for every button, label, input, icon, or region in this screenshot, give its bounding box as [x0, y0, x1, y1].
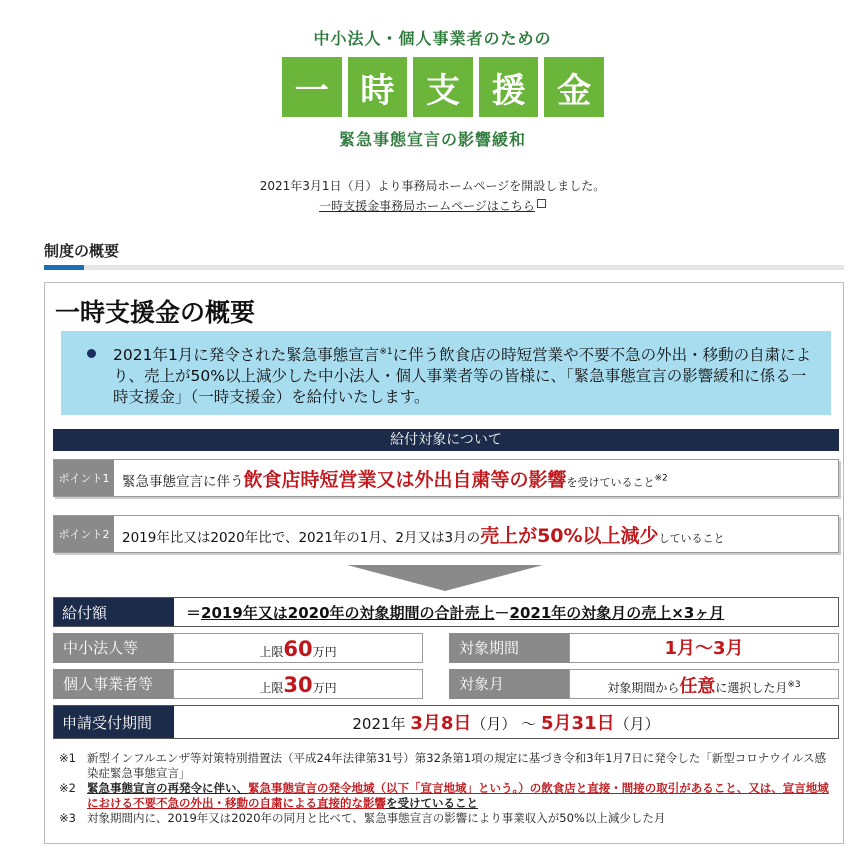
individual-label: 個人事業者等 — [53, 669, 173, 699]
limit-amount: 60 — [283, 637, 313, 661]
limit-unit: 万円 — [312, 645, 337, 659]
section-heading: 制度の概要 — [44, 242, 120, 260]
section-divider-accent — [44, 265, 84, 270]
footnote-text — [87, 781, 835, 811]
notice-link-row — [0, 197, 865, 214]
point-post: していること — [658, 531, 725, 545]
amount-eq: ＝ — [186, 603, 202, 622]
footnote-bold-1: 緊急事態宣言の再発令に伴い、 — [87, 781, 248, 795]
sme-limit — [173, 633, 423, 663]
target-month-post: に選択した月 — [715, 681, 788, 695]
panel-title: 一時支援金の概要 — [55, 298, 256, 327]
overview-text-part1: 2021年1月に発令された緊急事態宣言 — [113, 346, 380, 365]
point-note-ref: ※2 — [654, 473, 668, 483]
apply-start: 3月8日 — [410, 713, 472, 734]
hero-title — [282, 57, 604, 117]
point-post: を受けていること — [566, 475, 655, 489]
point-row-1 — [53, 459, 839, 497]
hero-title-char: 一 — [282, 57, 342, 117]
footnote-text: 新型インフルエンザ等対策特別措置法（平成24年法律第31号）第32条第1項の規定に基づき令和3年1月7日に発令した「新型コロナウイルス感染症緊急事態宣言」 — [87, 751, 827, 780]
target-month-pre: 対象期間から — [607, 681, 680, 695]
limit-prefix: 上限 — [259, 645, 284, 659]
footnote-mark: ※3 — [59, 811, 76, 825]
amount-formula-b: 2021年の対象月の売上×3ヶ月 — [509, 603, 725, 622]
hero-tagline: 緊急事態宣言の影響緩和 — [338, 130, 526, 149]
amount-row — [53, 597, 839, 627]
footnote-text: 対象期間内に、2019年又は2020年の同月と比べて、緊急事態宣言の影響により事業収入が50%以上減少した月 — [87, 811, 666, 825]
apply-end-day: （月） — [614, 715, 660, 733]
footnote-red: 緊急事態宣言の発令地域（以下「宣言地域」という。）の飲食店と直接・間接の取引があること、又は、宣言地域における不要不急の外出・移動の自粛による直接的な影響 — [87, 781, 829, 810]
apply-tilde: ～ — [521, 715, 537, 733]
overview-note-ref: ※1 — [379, 347, 393, 357]
apply-start-day: （月） — [471, 715, 517, 733]
footnote-2 — [59, 781, 835, 811]
amount-formula-a: 2019年又は2020年の対象期間の合計売上 — [201, 603, 495, 622]
notice-text: 2021年3月1日（月）より事務局ホームページを開設しました。 — [259, 179, 606, 193]
application-period-value — [174, 709, 838, 735]
limit-amount: 30 — [283, 673, 313, 697]
overview-box — [61, 331, 831, 415]
hero-title-char: 時 — [348, 57, 408, 117]
application-period-row — [53, 705, 839, 739]
footnotes — [59, 751, 835, 826]
overview-panel — [44, 282, 844, 844]
individual-limit — [173, 669, 423, 699]
bullet-icon — [87, 349, 96, 358]
point-emphasis: 飲食店時短営業又は外出自粛等の影響 — [243, 468, 567, 491]
office-homepage-link[interactable]: 一時支援金事務局ホームページはこちら — [319, 199, 535, 213]
hero-title-char: 金 — [544, 57, 604, 117]
hero-title-char: 支 — [413, 57, 473, 117]
grid-row-1 — [53, 633, 839, 663]
grid-row-2 — [53, 669, 839, 699]
point-emphasis: 売上が50%以上減少 — [480, 524, 659, 547]
application-period-label: 申請受付期間 — [54, 706, 174, 738]
point-pre: 2019年比又は2020年比で、2021年の1月、2月又は3月の — [122, 529, 481, 546]
point-label: ポイント1 — [54, 460, 114, 496]
footnote-bold-2: を受けていること — [386, 796, 478, 810]
external-link-icon — [537, 199, 546, 208]
sme-label: 中小法人等 — [53, 633, 173, 663]
amount-minus: － — [494, 603, 510, 622]
point-text — [114, 465, 668, 492]
target-month-note-ref: ※3 — [787, 680, 801, 690]
footnote-mark: ※2 — [59, 781, 76, 795]
limit-prefix: 上限 — [259, 681, 284, 695]
target-period-range: 1月～3月 — [664, 638, 744, 659]
point-row-2 — [53, 515, 839, 553]
overview-text-part2: に伴う飲食店の時短営業や不要不急の外出・移動の自粛により、売上が50%以上減少した中小法人・個人事業者等の皆様に、「緊急事態宣言の影響緩和に係る一時支援金」（一時支援金）を給付いたします。 — [113, 346, 812, 407]
amount-label: 給付額 — [54, 598, 174, 626]
amount-formula — [174, 602, 724, 623]
point-pre: 緊急事態宣言に伴う — [122, 473, 244, 490]
target-month-label: 対象月 — [449, 669, 569, 699]
limit-unit: 万円 — [312, 681, 337, 695]
target-period-value — [569, 633, 839, 663]
target-month-value — [569, 669, 839, 699]
target-month-em: 任意 — [679, 676, 716, 697]
hero-title-char: 援 — [479, 57, 539, 117]
hero-subtitle: 中小法人・個人事業者のための — [313, 29, 552, 48]
point-text — [114, 521, 725, 548]
point-label: ポイント2 — [54, 516, 114, 552]
apply-end: 5月31日 — [541, 713, 615, 734]
footnote-3 — [59, 811, 835, 826]
target-period-label: 対象期間 — [449, 633, 569, 663]
apply-year: 2021年 — [352, 715, 406, 733]
target-heading-bar: 給付対象について — [53, 429, 839, 451]
down-arrow-icon — [347, 565, 543, 591]
footnote-mark: ※1 — [59, 751, 76, 765]
footnote-1 — [59, 751, 835, 781]
section-divider — [44, 265, 844, 270]
